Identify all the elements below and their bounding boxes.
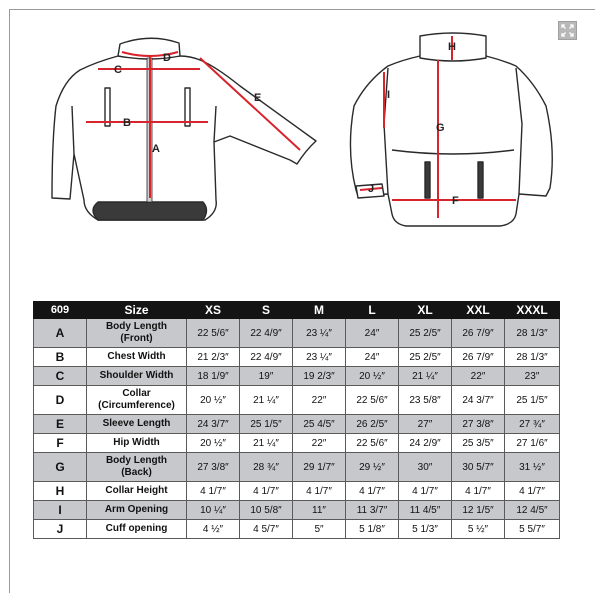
size-value-cell: 5 1/3″ xyxy=(399,520,452,539)
size-value-cell: 4 1/7″ xyxy=(187,482,240,501)
size-value-cell: 24″ xyxy=(346,348,399,367)
measure-code: D xyxy=(34,386,87,415)
size-value-cell: 27 1/6″ xyxy=(505,434,560,453)
size-value-cell: 4 1/7″ xyxy=(293,482,346,501)
table-header-row xyxy=(34,302,560,319)
measure-code: I xyxy=(34,501,87,520)
size-value-cell: 21 ¼″ xyxy=(399,367,452,386)
label-c: C xyxy=(114,64,122,76)
size-value-cell: 31 ½″ xyxy=(505,453,560,482)
table-row xyxy=(34,319,560,348)
measure-name-line: (Circumference) xyxy=(98,400,175,411)
size-value-cell: 23 5/8″ xyxy=(399,386,452,415)
measure-name: Hip Width xyxy=(87,434,187,453)
size-value-cell: 22 5/6″ xyxy=(346,434,399,453)
measure-name-line: Body Length xyxy=(105,455,168,466)
size-value-cell: 28 ¾″ xyxy=(240,453,293,482)
size-value-cell: 4 1/7″ xyxy=(240,482,293,501)
size-value-cell: 10 ¼″ xyxy=(187,501,240,520)
table-row xyxy=(34,415,560,434)
size-value-cell: 22 4/9″ xyxy=(240,348,293,367)
col-header-m: M xyxy=(293,302,346,319)
col-header-xxl: XXL xyxy=(452,302,505,319)
measure-name xyxy=(87,319,187,348)
size-value-cell: 27 ¾″ xyxy=(505,415,560,434)
size-value-cell: 5 ½″ xyxy=(452,520,505,539)
col-header-xs: XS xyxy=(187,302,240,319)
size-value-cell: 11 3/7″ xyxy=(346,501,399,520)
table-row xyxy=(34,482,560,501)
size-value-cell: 22 5/6″ xyxy=(187,319,240,348)
measure-name: Chest Width xyxy=(87,348,187,367)
table-row xyxy=(34,348,560,367)
label-e: E xyxy=(254,92,262,104)
measure-code: F xyxy=(34,434,87,453)
size-value-cell: 23″ xyxy=(505,367,560,386)
size-value-cell: 4 5/7″ xyxy=(240,520,293,539)
size-chart-table xyxy=(33,301,560,539)
measure-code: C xyxy=(34,367,87,386)
size-value-cell: 22″ xyxy=(293,386,346,415)
measure-name: Collar Height xyxy=(87,482,187,501)
size-value-cell: 30″ xyxy=(399,453,452,482)
size-value-cell: 26 2/5″ xyxy=(346,415,399,434)
size-value-cell: 20 ½″ xyxy=(187,386,240,415)
size-value-cell: 24 2/9″ xyxy=(399,434,452,453)
col-header-s: S xyxy=(240,302,293,319)
label-b: B xyxy=(123,117,131,129)
size-value-cell: 25 3/5″ xyxy=(452,434,505,453)
size-value-cell: 30 5/7″ xyxy=(452,453,505,482)
table-row xyxy=(34,520,560,539)
size-value-cell: 4 1/7″ xyxy=(452,482,505,501)
size-value-cell: 19″ xyxy=(240,367,293,386)
size-value-cell: 18 1/9″ xyxy=(187,367,240,386)
measure-name xyxy=(87,386,187,415)
size-value-cell: 21 2/3″ xyxy=(187,348,240,367)
col-header-xxxl: XXXL xyxy=(505,302,560,319)
measure-code: E xyxy=(34,415,87,434)
size-value-cell: 5 1/8″ xyxy=(346,520,399,539)
size-value-cell: 26 7/9″ xyxy=(452,319,505,348)
size-value-cell: 11″ xyxy=(293,501,346,520)
measure-code: G xyxy=(34,453,87,482)
size-value-cell: 22″ xyxy=(452,367,505,386)
size-value-cell: 20 ½″ xyxy=(187,434,240,453)
size-value-cell: 5 5/7″ xyxy=(505,520,560,539)
col-header-size: Size xyxy=(87,302,187,319)
size-value-cell: 27 3/8″ xyxy=(187,453,240,482)
measure-code: H xyxy=(34,482,87,501)
size-value-cell: 24 3/7″ xyxy=(187,415,240,434)
table-row xyxy=(34,367,560,386)
size-value-cell: 25 4/5″ xyxy=(293,415,346,434)
table-row xyxy=(34,386,560,415)
measure-code: B xyxy=(34,348,87,367)
size-value-cell: 26 7/9″ xyxy=(452,348,505,367)
measure-code: A xyxy=(34,319,87,348)
size-chart-body xyxy=(34,319,560,539)
label-i: I xyxy=(387,89,391,101)
col-header-model: 609 xyxy=(34,302,87,319)
measure-name-line: Collar xyxy=(122,388,151,399)
col-header-xl: XL xyxy=(399,302,452,319)
label-a: A xyxy=(152,143,160,155)
measure-name: Sleeve Length xyxy=(87,415,187,434)
size-value-cell: 21 ¼″ xyxy=(240,386,293,415)
measure-name-line: Body Length xyxy=(105,321,168,332)
size-value-cell: 28 1/3″ xyxy=(505,319,560,348)
label-d: D xyxy=(163,52,171,64)
size-value-cell: 20 ½″ xyxy=(346,367,399,386)
size-value-cell: 4 1/7″ xyxy=(346,482,399,501)
size-value-cell: 24″ xyxy=(346,319,399,348)
size-value-cell: 22 5/6″ xyxy=(346,386,399,415)
measure-code: J xyxy=(34,520,87,539)
size-value-cell: 29 ½″ xyxy=(346,453,399,482)
col-header-l: L xyxy=(346,302,399,319)
size-value-cell: 12 4/5″ xyxy=(505,501,560,520)
measure-name: Arm Opening xyxy=(87,501,187,520)
size-value-cell: 23 ¼″ xyxy=(293,319,346,348)
label-j: J xyxy=(368,183,375,195)
size-value-cell: 22″ xyxy=(293,434,346,453)
size-value-cell: 29 1/7″ xyxy=(293,453,346,482)
size-value-cell: 22 4/9″ xyxy=(240,319,293,348)
label-h: H xyxy=(448,41,456,53)
size-value-cell: 23 ¼″ xyxy=(293,348,346,367)
size-value-cell: 5″ xyxy=(293,520,346,539)
size-value-cell: 25 2/5″ xyxy=(399,319,452,348)
size-value-cell: 27 3/8″ xyxy=(452,415,505,434)
size-value-cell: 11 4/5″ xyxy=(399,501,452,520)
size-value-cell: 25 2/5″ xyxy=(399,348,452,367)
measure-name: Shoulder Width xyxy=(87,367,187,386)
size-value-cell: 25 1/5″ xyxy=(505,386,560,415)
measure-name xyxy=(87,453,187,482)
table-row xyxy=(34,501,560,520)
size-value-cell: 21 ¼″ xyxy=(240,434,293,453)
size-value-cell: 24 3/7″ xyxy=(452,386,505,415)
size-value-cell: 19 2/3″ xyxy=(293,367,346,386)
size-value-cell: 25 1/5″ xyxy=(240,415,293,434)
measure-name-line: (Back) xyxy=(121,467,152,478)
size-value-cell: 12 1/5″ xyxy=(452,501,505,520)
size-value-cell: 10 5/8″ xyxy=(240,501,293,520)
table-row xyxy=(34,434,560,453)
size-value-cell: 4 1/7″ xyxy=(505,482,560,501)
label-g: G xyxy=(436,122,445,134)
measure-name-line: (Front) xyxy=(120,333,153,344)
size-value-cell: 28 1/3″ xyxy=(505,348,560,367)
size-value-cell: 4 ½″ xyxy=(187,520,240,539)
size-value-cell: 4 1/7″ xyxy=(399,482,452,501)
table-row xyxy=(34,453,560,482)
size-value-cell: 27″ xyxy=(399,415,452,434)
measure-name: Cuff opening xyxy=(87,520,187,539)
label-f: F xyxy=(452,195,459,207)
